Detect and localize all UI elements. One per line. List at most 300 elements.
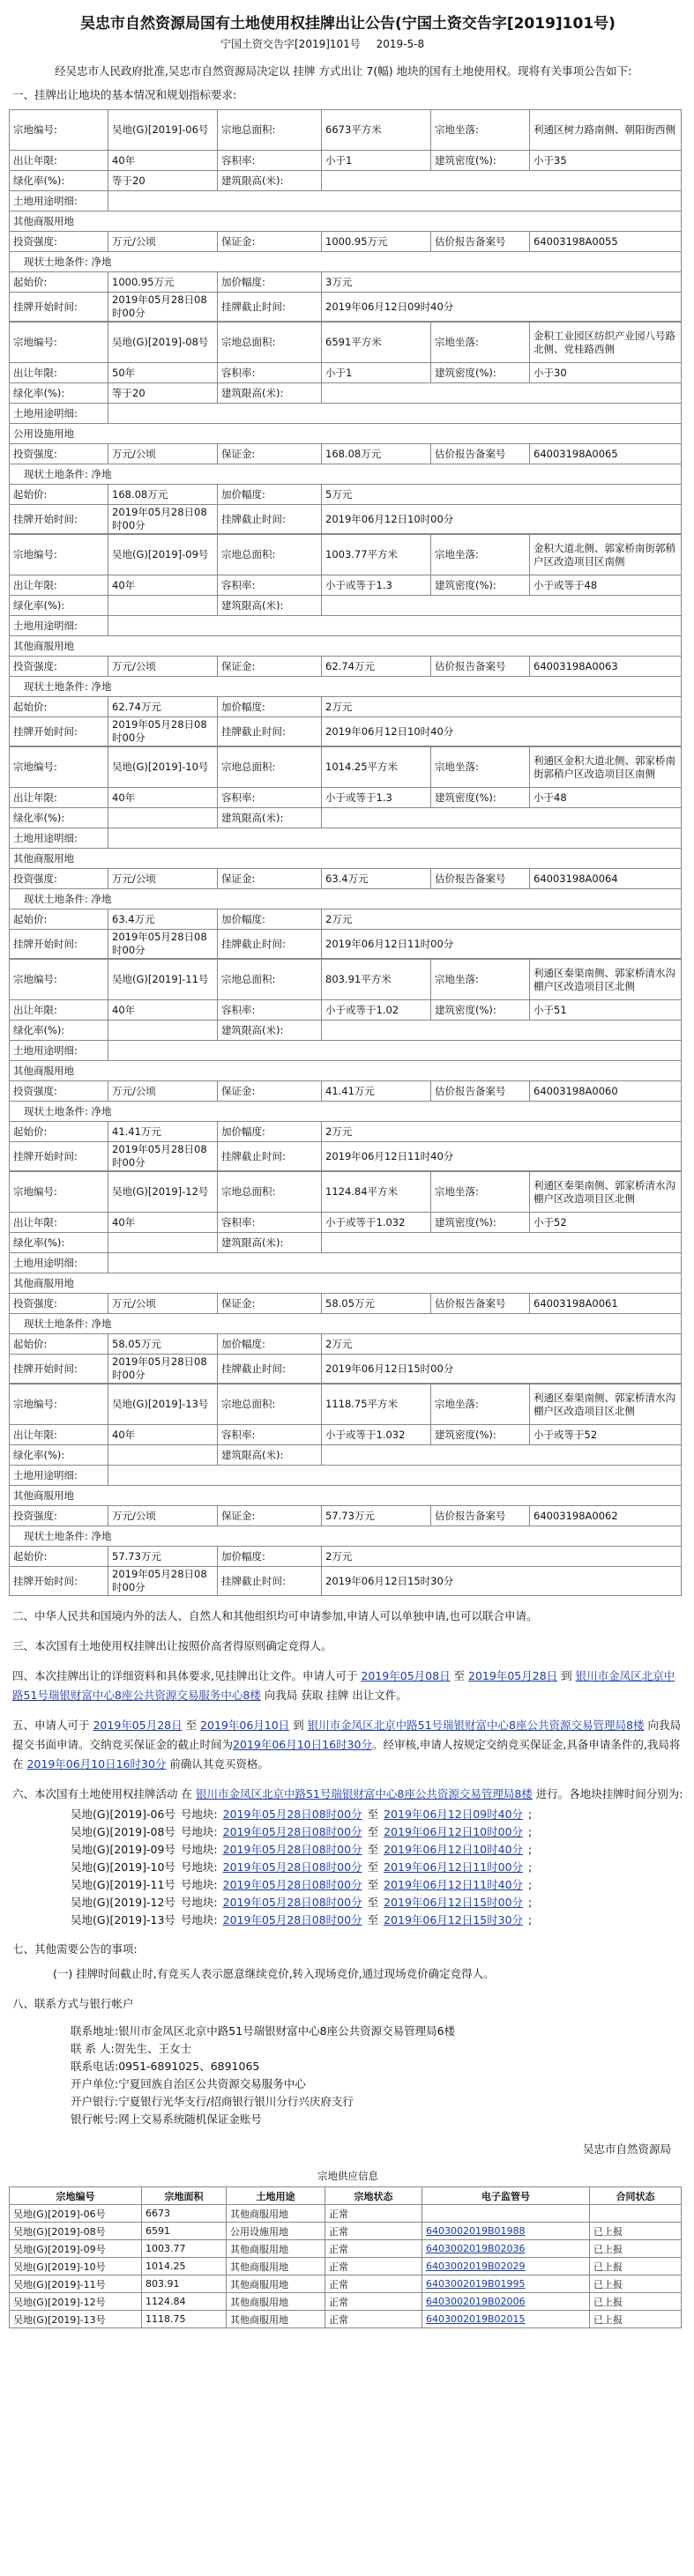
label-report: 估价报告备案号 xyxy=(431,1506,530,1526)
parcel-status: 现状土地条件: 净地 xyxy=(10,464,682,485)
p5-text-a: 五、申请人可于 xyxy=(12,1719,93,1732)
parcel-deposit: 58.05万元 xyxy=(322,1294,431,1314)
parcel-invest: 万元/公顷 xyxy=(108,1081,218,1102)
label-density: 建筑密度(%): xyxy=(431,1213,530,1233)
section-2: 二、中华人民共和国境内外的法人、自然人和其他组织均可申请参加,申请人可以单独申请,也可以联合申请。 xyxy=(12,1609,538,1622)
parcel-invest: 万元/公顷 xyxy=(108,232,218,252)
label-term: 出让年限: xyxy=(10,575,108,596)
parcel-report: 64003198A0063 xyxy=(530,657,682,677)
row-term xyxy=(10,575,682,596)
parcel-invest: 万元/公顷 xyxy=(108,444,218,464)
parcel-area: 1014.25平方米 xyxy=(322,747,431,788)
parcel-use: 其他商服用地 xyxy=(10,212,682,232)
parcel-step: 5万元 xyxy=(322,485,682,505)
label-invest: 投资强度: xyxy=(10,1294,108,1314)
p5-location: 银川市金凤区北京中路51号瑞银财富中心8座公共资源交易管理局8楼 xyxy=(307,1719,645,1732)
summary-cell: 其他商服用地 xyxy=(227,2275,325,2293)
label-plot-ratio: 容积率: xyxy=(218,1000,322,1021)
label-step: 加价幅度: xyxy=(218,909,322,930)
row-start xyxy=(10,485,682,505)
parcel-step: 2万元 xyxy=(322,1122,682,1142)
parcel-begin: 2019年05月28日08时00分 xyxy=(108,505,218,534)
summary-cell: 其他商服用地 xyxy=(227,2293,325,2311)
summary-header-cell: 宗地状态 xyxy=(325,2187,422,2205)
parcel-end: 2019年06月12日15时00分 xyxy=(322,1355,682,1384)
parcel-plot-ratio: 小于或等于1.3 xyxy=(322,788,431,808)
parcel-table xyxy=(9,959,682,1171)
row-invest xyxy=(10,869,682,889)
parcel-status: 现状土地条件: 净地 xyxy=(10,1314,682,1334)
row-green xyxy=(10,808,682,828)
label-green: 绿化率(%): xyxy=(10,171,108,191)
summary-cell: 吴地(G)[2019]-08号 xyxy=(10,2223,142,2240)
row-term xyxy=(10,1213,682,1233)
label-green: 绿化率(%): xyxy=(10,1445,108,1466)
schedule-start: 2019年05月28日08时00分 xyxy=(222,1843,362,1856)
supervision-no-link[interactable]: 6403002019B02015 xyxy=(422,2311,590,2328)
label-deposit: 保证金: xyxy=(218,869,322,889)
parcel-green: 等于20 xyxy=(108,383,218,404)
parcel-location: 利通区树力路南侧、朝阳街西侧 xyxy=(530,110,682,151)
p5-date-2: 2019年06月10日 xyxy=(200,1719,290,1732)
p4-text-a: 四、本次挂牌出让的详细资料和具体要求,见挂牌出让文件。申请人可于 xyxy=(12,1669,362,1682)
parcel-report: 64003198A0061 xyxy=(530,1294,682,1314)
parcel-deposit: 62.74万元 xyxy=(322,657,431,677)
label-area: 宗地总面积: xyxy=(218,1385,322,1425)
schedule-row xyxy=(71,1841,687,1859)
parcel-tables xyxy=(9,109,687,1596)
label-plot-ratio: 容积率: xyxy=(218,151,322,171)
label-green: 绿化率(%): xyxy=(10,383,108,404)
label-density: 建筑密度(%): xyxy=(431,363,530,383)
p5-date-4: 2019年06月10日16时30分 xyxy=(26,1757,167,1771)
parcel-term: 40年 xyxy=(108,151,218,171)
contact-line: 开户银行:宁夏银行光华支行/招商银行银川分行兴庆府支行 xyxy=(71,2095,354,2108)
summary-header-cell: 土地用途 xyxy=(227,2187,325,2205)
schedule-parcel: 吴地(G)[2019]-12号 xyxy=(71,1896,175,1909)
label-use: 土地用途明细: xyxy=(10,1466,108,1486)
parcel-report: 64003198A0064 xyxy=(530,869,682,889)
parcel-plot-ratio: 小于1 xyxy=(322,151,431,171)
label-begin: 挂牌开始时间: xyxy=(10,1355,108,1384)
parcel-no: 吴地(G)[2019]-12号 xyxy=(108,1172,218,1213)
p4-text-b: 至 xyxy=(450,1669,469,1682)
schedule-mid: 号地块: xyxy=(180,1913,218,1926)
schedule-parcel: 吴地(G)[2019]-08号 xyxy=(71,1825,175,1838)
p5-text-g: 前确认其竞买资格。 xyxy=(166,1757,269,1771)
schedule-row xyxy=(71,1806,687,1823)
parcel-end: 2019年06月12日15时30分 xyxy=(322,1567,682,1596)
parcel-status: 现状土地条件: 净地 xyxy=(10,889,682,909)
parcel-table xyxy=(9,746,682,959)
schedule-mid: 号地块: xyxy=(180,1843,218,1856)
label-plot-ratio: 容积率: xyxy=(218,788,322,808)
label-term: 出让年限: xyxy=(10,1000,108,1021)
label-parcel-no: 宗地编号: xyxy=(10,1385,108,1425)
parcel-end: 2019年06月12日10时00分 xyxy=(322,505,682,534)
label-green: 绿化率(%): xyxy=(10,808,108,828)
label-start: 起始价: xyxy=(10,485,108,505)
parcel-table xyxy=(9,109,682,322)
parcel-end: 2019年06月12日11时40分 xyxy=(322,1142,682,1171)
schedule-start: 2019年05月28日08时00分 xyxy=(222,1808,362,1821)
row-time xyxy=(10,505,682,534)
summary-cell: 吴地(G)[2019]-10号 xyxy=(10,2258,142,2275)
row-use xyxy=(10,849,682,869)
parcel-term: 40年 xyxy=(108,788,218,808)
summary-cell: 6673 xyxy=(142,2205,227,2223)
row-parcel xyxy=(10,323,682,363)
row-time xyxy=(10,1355,682,1384)
supervision-no-link[interactable] xyxy=(422,2205,590,2223)
schedule-to: 至 xyxy=(367,1896,379,1909)
label-report: 估价报告备案号 xyxy=(431,232,530,252)
row-status xyxy=(10,252,682,272)
parcel-area: 1118.75平方米 xyxy=(322,1385,431,1425)
supervision-no-link[interactable]: 6403002019B02036 xyxy=(422,2240,590,2258)
parcel-deposit: 41.41万元 xyxy=(322,1081,431,1102)
parcel-deposit: 1000.95万元 xyxy=(322,232,431,252)
label-invest: 投资强度: xyxy=(10,657,108,677)
parcel-step: 3万元 xyxy=(322,272,682,293)
label-location: 宗地坐落: xyxy=(431,960,530,1000)
label-plot-ratio: 容积率: xyxy=(218,575,322,596)
section-7: 七、其他需要公告的事项: xyxy=(12,1942,138,1956)
label-term: 出让年限: xyxy=(10,1425,108,1445)
label-location: 宗地坐落: xyxy=(431,747,530,788)
row-parcel xyxy=(10,1172,682,1213)
parcel-density: 小于或等于52 xyxy=(530,1425,682,1445)
parcel-invest: 万元/公顷 xyxy=(108,1506,218,1526)
summary-cell: 其他商服用地 xyxy=(227,2258,325,2275)
row-time xyxy=(10,1567,682,1596)
label-location: 宗地坐落: xyxy=(431,535,530,575)
label-end: 挂牌截止时间: xyxy=(218,1355,322,1384)
schedule-end: 2019年06月12日11时40分 xyxy=(384,1878,524,1891)
schedule-end: 2019年06月12日10时40分 xyxy=(384,1843,524,1856)
summary-cell: 已上报 xyxy=(590,2258,682,2275)
row-parcel xyxy=(10,747,682,788)
label-step: 加价幅度: xyxy=(218,485,322,505)
doc-subline xyxy=(9,36,687,51)
label-density: 建筑密度(%): xyxy=(431,151,530,171)
parcel-table xyxy=(9,322,682,534)
parcel-begin: 2019年05月28日08时00分 xyxy=(108,293,218,322)
summary-cell: 其他商服用地 xyxy=(227,2240,325,2258)
row-green xyxy=(10,1233,682,1253)
section-4 xyxy=(12,1667,683,1705)
schedule-semicolon: ; xyxy=(528,1808,533,1821)
label-report: 估价报告备案号 xyxy=(431,869,530,889)
parcel-start: 57.73万元 xyxy=(108,1547,218,1567)
label-parcel-no: 宗地编号: xyxy=(10,960,108,1000)
summary-cell: 1003.77 xyxy=(142,2240,227,2258)
label-height: 建筑限高(米): xyxy=(218,1233,322,1253)
label-invest: 投资强度: xyxy=(10,444,108,464)
summary-cell: 803.91 xyxy=(142,2275,227,2293)
label-location: 宗地坐落: xyxy=(431,1385,530,1425)
schedule-mid: 号地块: xyxy=(180,1808,218,1821)
row-use-note xyxy=(10,1253,682,1273)
schedule-row xyxy=(71,1859,687,1876)
contact-line: 银行帐号:网上交易系统随机保证金账号 xyxy=(71,2112,262,2126)
parcel-plot-ratio: 小于或等于1.032 xyxy=(322,1213,431,1233)
parcel-begin: 2019年05月28日08时00分 xyxy=(108,1142,218,1171)
summary-cell: 公用设施用地 xyxy=(227,2223,325,2240)
schedule-row xyxy=(71,1894,687,1912)
label-height: 建筑限高(米): xyxy=(218,596,322,616)
parcel-use-note xyxy=(108,404,682,424)
section-3: 三、本次国有土地使用权挂牌出让按照价高者得原则确定竞得人。 xyxy=(12,1639,332,1652)
parcel-end: 2019年06月12日11时00分 xyxy=(322,930,682,959)
summary-cell: 已上报 xyxy=(590,2275,682,2293)
label-end: 挂牌截止时间: xyxy=(218,930,322,959)
parcel-begin: 2019年05月28日08时00分 xyxy=(108,1355,218,1384)
label-begin: 挂牌开始时间: xyxy=(10,1142,108,1171)
parcel-deposit: 168.08万元 xyxy=(322,444,431,464)
row-term xyxy=(10,1425,682,1445)
summary-cell: 吴地(G)[2019]-06号 xyxy=(10,2205,142,2223)
label-use: 土地用途明细: xyxy=(10,828,108,849)
summary-cell: 已上报 xyxy=(590,2223,682,2240)
label-plot-ratio: 容积率: xyxy=(218,1425,322,1445)
parcel-invest: 万元/公顷 xyxy=(108,869,218,889)
parcel-area: 6673平方米 xyxy=(322,110,431,151)
parcel-density: 小于或等于48 xyxy=(530,575,682,596)
parcel-area: 6591平方米 xyxy=(322,323,431,363)
doc-number: 宁国土资交告字[2019]101号 xyxy=(220,38,361,50)
schedule-row xyxy=(71,1912,687,1929)
label-begin: 挂牌开始时间: xyxy=(10,293,108,322)
label-parcel-no: 宗地编号: xyxy=(10,747,108,788)
label-report: 估价报告备案号 xyxy=(431,1294,530,1314)
label-begin: 挂牌开始时间: xyxy=(10,717,108,746)
p5-text-b: 至 xyxy=(182,1719,201,1732)
summary-cell xyxy=(590,2205,682,2223)
p5-text-e: 向我局提交书面申请。交纳竞买保证金的截止时间为 xyxy=(12,1719,681,1751)
schedule-start: 2019年05月28日08时00分 xyxy=(222,1878,362,1891)
summary-cell: 已上报 xyxy=(590,2240,682,2258)
label-area: 宗地总面积: xyxy=(218,535,322,575)
parcel-use: 其他商服用地 xyxy=(10,1486,682,1506)
schedule-end: 2019年06月12日09时40分 xyxy=(384,1808,524,1821)
summary-row xyxy=(10,2223,682,2240)
row-status xyxy=(10,677,682,697)
parcel-use: 其他商服用地 xyxy=(10,1061,682,1081)
summary-cell: 1124.84 xyxy=(142,2293,227,2311)
label-end: 挂牌截止时间: xyxy=(218,505,322,534)
label-deposit: 保证金: xyxy=(218,1294,322,1314)
parcel-location: 利通区金积大道北侧、郭家桥南街郭稍户区改造项目区南侧 xyxy=(530,747,682,788)
parcel-start: 58.05万元 xyxy=(108,1334,218,1355)
parcel-end: 2019年06月12日10时40分 xyxy=(322,717,682,746)
row-use xyxy=(10,1486,682,1506)
signature: 吴忠市自然资源局 xyxy=(582,2142,671,2156)
summary-cell: 正常 xyxy=(325,2223,422,2240)
label-height: 建筑限高(米): xyxy=(218,1021,322,1041)
label-report: 估价报告备案号 xyxy=(431,1081,530,1102)
supervision-no-link[interactable]: 6403002019B02029 xyxy=(422,2258,590,2275)
parcel-no: 吴地(G)[2019]-11号 xyxy=(108,960,218,1000)
schedule-end: 2019年06月12日15时30分 xyxy=(384,1913,524,1926)
schedule-row xyxy=(71,1876,687,1894)
summary-header-cell: 宗地面积 xyxy=(142,2187,227,2205)
label-step: 加价幅度: xyxy=(218,1334,322,1355)
p5-date-3: 2019年06月10日16时30分 xyxy=(233,1738,372,1751)
label-deposit: 保证金: xyxy=(218,1506,322,1526)
summary-cell: 吴地(G)[2019]-12号 xyxy=(10,2293,142,2311)
row-use-note xyxy=(10,191,682,212)
schedule-end: 2019年06月12日10时00分 xyxy=(384,1825,524,1838)
summary-header-cell: 宗地编号 xyxy=(10,2187,142,2205)
label-density: 建筑密度(%): xyxy=(431,1425,530,1445)
parcel-height xyxy=(322,808,682,828)
summary-row xyxy=(10,2240,682,2258)
row-use xyxy=(10,212,682,232)
label-term: 出让年限: xyxy=(10,363,108,383)
label-start: 起始价: xyxy=(10,1334,108,1355)
parcel-use-note xyxy=(108,616,682,636)
p5-text-f: 。经审核,申请人按规定交纳竞买保证金,具备申请条件的,我局将在 xyxy=(12,1738,681,1771)
schedule-parcel: 吴地(G)[2019]-10号 xyxy=(71,1860,175,1874)
schedule-start: 2019年05月28日08时00分 xyxy=(222,1913,362,1926)
label-density: 建筑密度(%): xyxy=(431,575,530,596)
label-invest: 投资强度: xyxy=(10,1081,108,1102)
parcel-use-note xyxy=(108,1041,682,1061)
parcel-term: 40年 xyxy=(108,1425,218,1445)
label-area: 宗地总面积: xyxy=(218,1172,322,1213)
supervision-no-link[interactable]: 6403002019B01988 xyxy=(422,2223,590,2240)
parcel-height xyxy=(322,383,682,404)
contact-line: 联系地址:银川市金凤区北京中路51号瑞银财富中心8座公共资源交易管理局6楼 xyxy=(71,2024,456,2038)
parcel-table xyxy=(9,1171,682,1384)
parcel-step: 2万元 xyxy=(322,909,682,930)
intro-paragraph: 经吴忠市人民政府批准,吴忠市自然资源局决定以 挂牌 方式出让 7(幅) 地块的国有土地使用权。现将有关事项公告如下: xyxy=(55,64,632,78)
label-step: 加价幅度: xyxy=(218,1547,322,1567)
schedule-semicolon: ; xyxy=(528,1825,533,1838)
contact-line: 开户单位:宁夏回族自治区公共资源交易服务中心 xyxy=(71,2077,306,2090)
parcel-plot-ratio: 小于1 xyxy=(322,363,431,383)
p4-text-c: 到 xyxy=(557,1669,576,1682)
label-start: 起始价: xyxy=(10,1547,108,1567)
parcel-no: 吴地(G)[2019]-10号 xyxy=(108,747,218,788)
label-step: 加价幅度: xyxy=(218,697,322,717)
label-use: 土地用途明细: xyxy=(10,1041,108,1061)
row-green xyxy=(10,1445,682,1466)
label-deposit: 保证金: xyxy=(218,657,322,677)
parcel-status: 现状土地条件: 净地 xyxy=(10,1526,682,1547)
label-end: 挂牌截止时间: xyxy=(218,717,322,746)
label-use: 土地用途明细: xyxy=(10,616,108,636)
parcel-green xyxy=(108,1445,218,1466)
row-invest xyxy=(10,232,682,252)
schedule-list xyxy=(71,1806,687,1929)
section-7a: (一) 挂牌时间截止时,有竞买人表示愿意继续竞价,转入现场竞价,通过现场竞价确定竞得人。 xyxy=(53,1967,495,1980)
summary-cell: 1014.25 xyxy=(142,2258,227,2275)
section-1-heading: 一、挂牌出让地块的基本情况和规划指标要求: xyxy=(12,88,237,101)
label-deposit: 保证金: xyxy=(218,232,322,252)
label-parcel-no: 宗地编号: xyxy=(10,1172,108,1213)
label-density: 建筑密度(%): xyxy=(431,1000,530,1021)
schedule-start: 2019年05月28日08时00分 xyxy=(222,1896,362,1909)
row-parcel xyxy=(10,1385,682,1425)
row-green xyxy=(10,171,682,191)
parcel-deposit: 63.4万元 xyxy=(322,869,431,889)
label-height: 建筑限高(米): xyxy=(218,808,322,828)
parcel-location: 利通区秦渠南侧、郭家桥清水沟棚户区改造项目区北侧 xyxy=(530,960,682,1000)
row-invest xyxy=(10,1294,682,1314)
parcel-deposit: 57.73万元 xyxy=(322,1506,431,1526)
p6-text-b: 进行。各地块挂牌时间分别为: xyxy=(532,1787,683,1800)
page-title: 吴忠市自然资源局国有土地使用权挂牌出让公告(宁国土资交告字[2019]101号) xyxy=(80,15,616,33)
parcel-use: 其他商服用地 xyxy=(10,849,682,869)
parcel-location: 金积工业园区纺织产业园八号路北侧、党桂路西侧 xyxy=(530,323,682,363)
row-status xyxy=(10,1526,682,1547)
summary-cell: 其他商服用地 xyxy=(227,2311,325,2328)
parcel-green: 等于20 xyxy=(108,171,218,191)
row-time xyxy=(10,293,682,322)
parcel-no: 吴地(G)[2019]-08号 xyxy=(108,323,218,363)
parcel-density: 小于35 xyxy=(530,151,682,171)
label-area: 宗地总面积: xyxy=(218,747,322,788)
label-height: 建筑限高(米): xyxy=(218,1445,322,1466)
parcel-area: 803.91平方米 xyxy=(322,960,431,1000)
section-6 xyxy=(12,1785,683,1804)
supervision-no-link[interactable]: 6403002019B01995 xyxy=(422,2275,590,2293)
parcel-report: 64003198A0055 xyxy=(530,232,682,252)
label-location: 宗地坐落: xyxy=(431,323,530,363)
row-use-note xyxy=(10,1466,682,1486)
summary-cell: 正常 xyxy=(325,2311,422,2328)
parcel-report: 64003198A0062 xyxy=(530,1506,682,1526)
row-parcel xyxy=(10,535,682,575)
schedule-parcel: 吴地(G)[2019]-09号 xyxy=(71,1843,175,1856)
schedule-parcel: 吴地(G)[2019]-13号 xyxy=(71,1913,175,1926)
schedule-mid: 号地块: xyxy=(180,1825,218,1838)
schedule-to: 至 xyxy=(367,1878,379,1891)
label-parcel-no: 宗地编号: xyxy=(10,110,108,151)
parcel-density: 小于51 xyxy=(530,1000,682,1021)
label-term: 出让年限: xyxy=(10,788,108,808)
parcel-green xyxy=(108,808,218,828)
parcel-status: 现状土地条件: 净地 xyxy=(10,1102,682,1122)
row-invest xyxy=(10,1506,682,1526)
parcel-area: 1003.77平方米 xyxy=(322,535,431,575)
summary-cell: 吴地(G)[2019]-11号 xyxy=(10,2275,142,2293)
row-start xyxy=(10,1547,682,1567)
label-start: 起始价: xyxy=(10,1122,108,1142)
parcel-height xyxy=(322,171,682,191)
label-end: 挂牌截止时间: xyxy=(218,293,322,322)
parcel-term: 40年 xyxy=(108,1000,218,1021)
label-location: 宗地坐落: xyxy=(431,1172,530,1213)
supervision-no-link[interactable]: 6403002019B02006 xyxy=(422,2293,590,2311)
p4-text-e: 向我局 获取 挂牌 出让文件。 xyxy=(260,1689,407,1702)
p4-date-2: 2019年05月28日 xyxy=(468,1669,558,1682)
p4-date-1: 2019年05月08日 xyxy=(361,1669,451,1682)
row-use-note xyxy=(10,1041,682,1061)
summary-cell: 正常 xyxy=(325,2258,422,2275)
label-begin: 挂牌开始时间: xyxy=(10,930,108,959)
p6-text-a: 六、本次国有土地使用权挂牌活动 在 xyxy=(12,1787,196,1800)
label-report: 估价报告备案号 xyxy=(431,444,530,464)
parcel-use: 其他商服用地 xyxy=(10,636,682,657)
contact-info xyxy=(71,2023,687,2128)
label-use: 土地用途明细: xyxy=(10,1253,108,1273)
section-5 xyxy=(12,1716,683,1774)
parcel-green xyxy=(108,1233,218,1253)
parcel-no: 吴地(G)[2019]-06号 xyxy=(108,110,218,151)
